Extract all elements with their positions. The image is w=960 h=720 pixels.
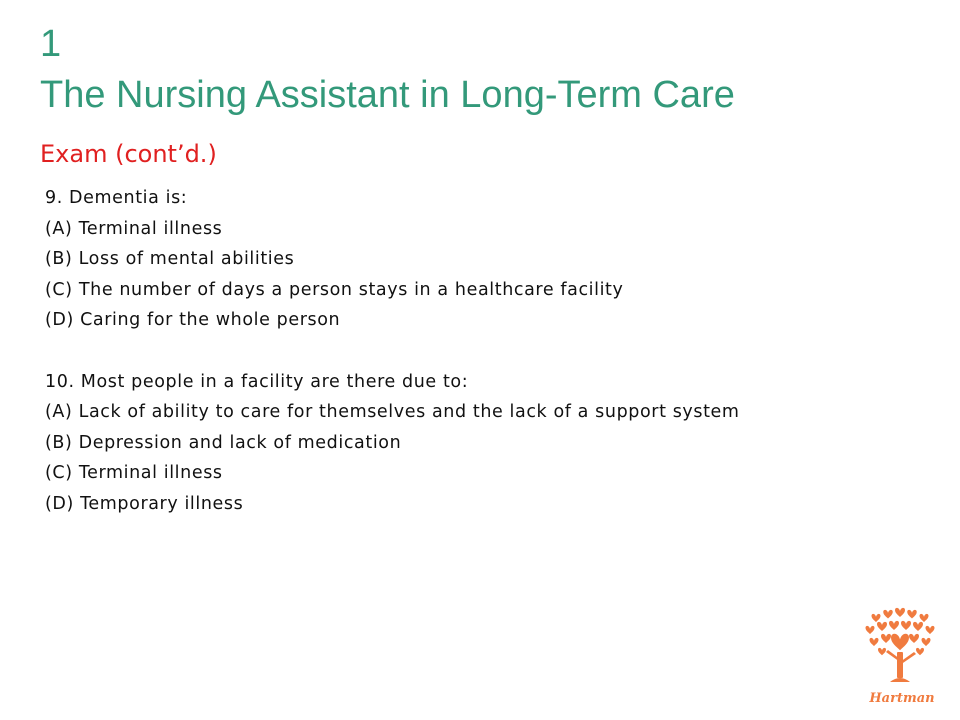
answer-option: (C) The number of days a person stays in a healthcare facility xyxy=(45,279,624,300)
answer-option: (B) Depression and lack of medication xyxy=(45,432,402,453)
chapter-number: 1 xyxy=(40,23,62,65)
question-prompt: 10. Most people in a facility are there due to: xyxy=(45,371,469,392)
answer-option: (D) Caring for the whole person xyxy=(45,310,341,330)
question-block xyxy=(45,183,925,336)
hartman-logo xyxy=(862,606,942,710)
answer-option: (A) Lack of ability to care for themselves and the lack of a support system xyxy=(45,402,740,422)
question-prompt: 9. Dementia is: xyxy=(45,188,188,208)
question-spacer xyxy=(45,336,925,367)
heart-tree-icon xyxy=(862,606,942,710)
question-list xyxy=(45,183,925,519)
answer-option: (C) Terminal illness xyxy=(45,463,223,483)
logo-wordmark: Hartman xyxy=(869,691,935,706)
question-block xyxy=(45,367,925,520)
section-heading: Exam (cont’d.) xyxy=(40,140,217,168)
answer-option: (A) Terminal illness xyxy=(45,218,223,239)
answer-option: (D) Temporary illness xyxy=(45,493,244,514)
chapter-title: The Nursing Assistant in Long-Term Care xyxy=(40,74,735,116)
answer-option: (B) Loss of mental abilities xyxy=(45,249,295,269)
